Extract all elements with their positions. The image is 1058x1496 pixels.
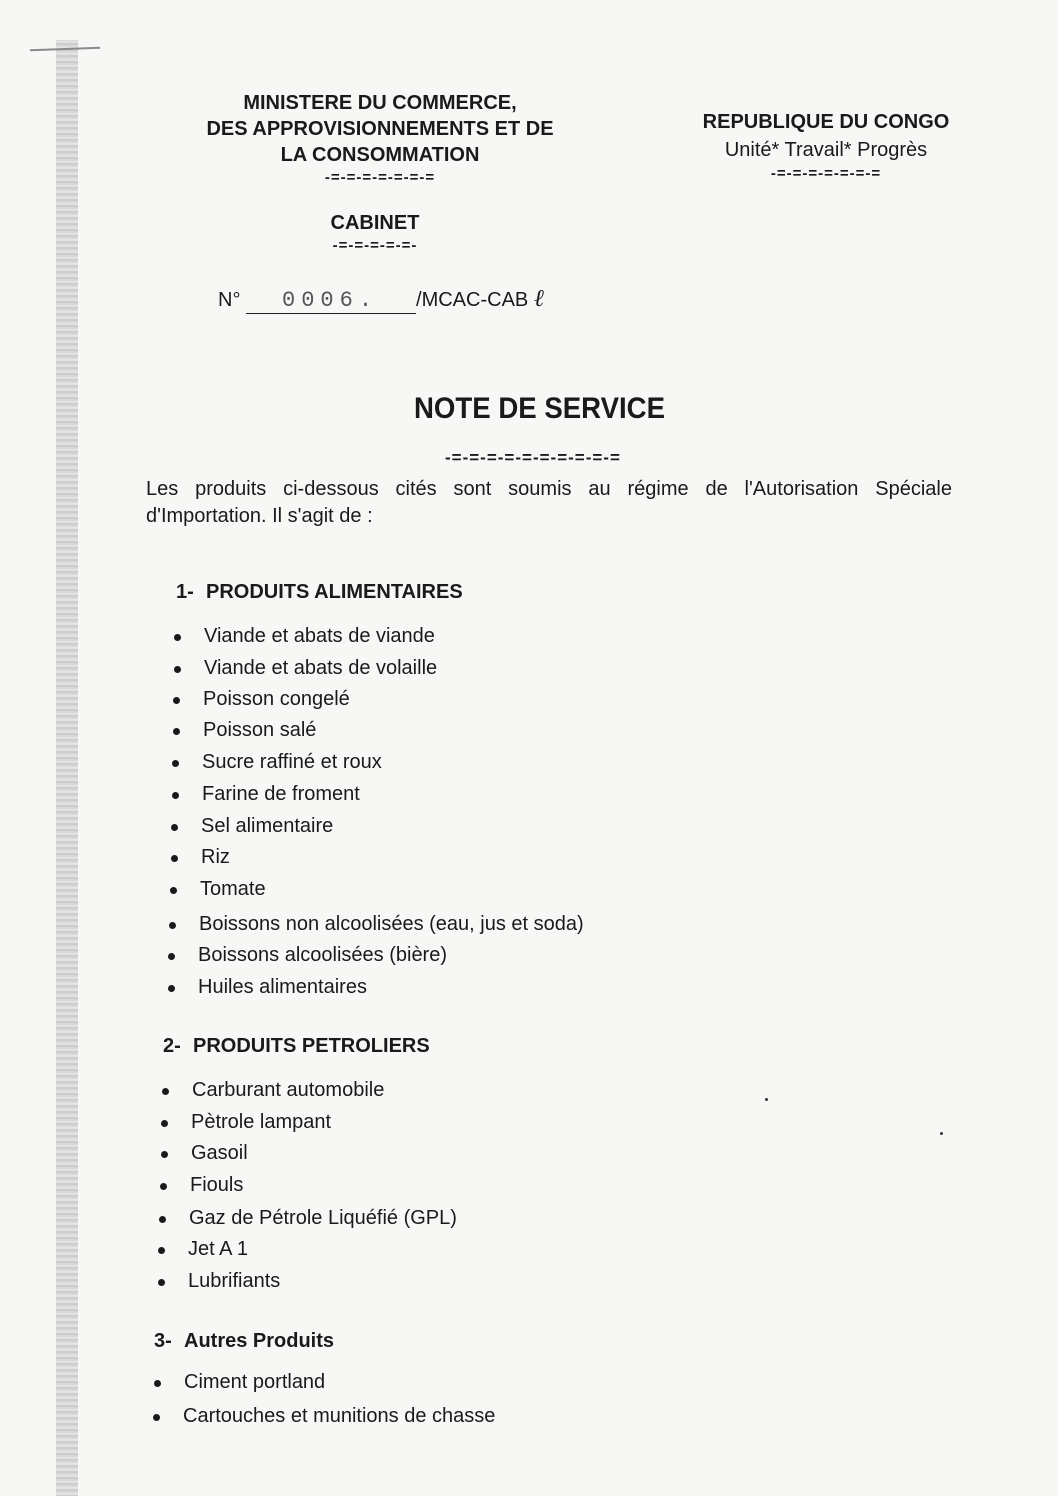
section-title: Autres Produits [184,1330,335,1352]
bullet-icon [158,1279,165,1286]
cabinet-header [305,210,445,256]
list-item-label: Viande et abats de volaille [204,657,438,679]
bullet-icon [174,634,181,641]
cabinet-separator: -=-=-=-=-=- [332,237,418,254]
republic-separator: -=-=-=-=-=-=-= [770,165,882,182]
document-title: NOTE DE SERVICE [414,392,666,425]
scan-binding-edge [56,40,78,1496]
bullet-icon [172,760,179,767]
list-item-label: Huiles alimentaires [198,976,367,998]
reference-prefix: N° [218,289,241,311]
title-separator: -=-=-=-=-=-=-=-=-=-= [445,448,621,467]
list-item-label: Cartouches et munitions de chasse [183,1405,496,1427]
list-item-label: Lubrifiants [188,1270,281,1292]
list-item-label: Jet A 1 [188,1238,249,1260]
ministry-line-1: MINISTERE DU COMMERCE, [243,92,517,114]
bullet-icon [159,1216,166,1223]
republic-name: REPUBLIQUE DU CONGO [702,111,950,133]
list-item-label: Tomate [200,878,266,900]
list-item-label: Farine de froment [202,783,360,805]
ministry-header [180,90,580,188]
ministry-line-2: DES APPROVISIONNEMENTS ET DE [206,118,554,140]
list-item-label: Riz [201,846,230,868]
list-item-label: Sel alimentaire [201,815,334,837]
section-title: PRODUITS PETROLIERS [193,1035,430,1057]
list-item-label: Poisson salé [203,719,317,741]
bullet-icon [161,1120,168,1127]
bullet-icon [170,887,177,894]
list-item-label: Carburant automobile [192,1079,385,1101]
list-item-label: Pètrole lampant [191,1111,332,1133]
list-item-label: Ciment portland [184,1371,326,1393]
bullet-icon [171,855,178,862]
reference-suffix: /MCAC-CAB [416,289,529,311]
reference-number-value: 0006. [246,288,416,314]
bullet-icon [158,1247,165,1254]
cabinet-label: CABINET [330,212,420,234]
section-heading [154,1330,334,1353]
section-number: 3- [154,1330,172,1352]
section-heading [176,581,463,604]
bullet-icon [168,985,175,992]
section-number: 1- [176,581,194,603]
bullet-icon [171,824,178,831]
ministry-separator: -=-=-=-=-=-=-= [324,169,436,186]
republic-header [690,108,962,184]
intro-paragraph: Les produits ci-dessous cités sont soumis au régime de l'Autorisation Spéciale d'Importation. Il s'agit de : [146,478,952,527]
bullet-icon [173,697,180,704]
handwritten-initial: ℓ [533,284,544,312]
section-title: PRODUITS ALIMENTAIRES [206,581,463,603]
list-item-label: Boissons non alcoolisées (eau, jus et soda) [199,913,584,935]
bullet-icon [154,1380,161,1387]
list-item-label: Gasoil [191,1142,248,1164]
list-item-label: Sucre raffiné et roux [202,751,382,773]
bullet-icon [169,922,176,929]
ministry-line-3: LA CONSOMMATION [280,144,480,166]
bullet-icon [162,1088,169,1095]
section-number: 2- [163,1035,181,1057]
section-heading [163,1035,430,1058]
scan-speck [765,1098,768,1101]
bullet-icon [153,1414,160,1421]
bullet-icon [161,1151,168,1158]
list-item-label: Gaz de Pétrole Liquéfié (GPL) [189,1207,457,1229]
bullet-icon [160,1183,167,1190]
list-item-label: Poisson congelé [203,688,350,710]
bullet-icon [168,953,175,960]
list-item-label: Fiouls [190,1174,244,1196]
scan-speck [940,1132,943,1135]
bullet-icon [174,666,181,673]
reference-number [218,284,544,314]
list-item-label: Boissons alcoolisées (bière) [198,944,448,966]
list-item-label: Viande et abats de viande [204,625,435,647]
republic-motto: Unité* Travail* Progrès [724,139,928,161]
bullet-icon [173,728,180,735]
bullet-icon [172,792,179,799]
